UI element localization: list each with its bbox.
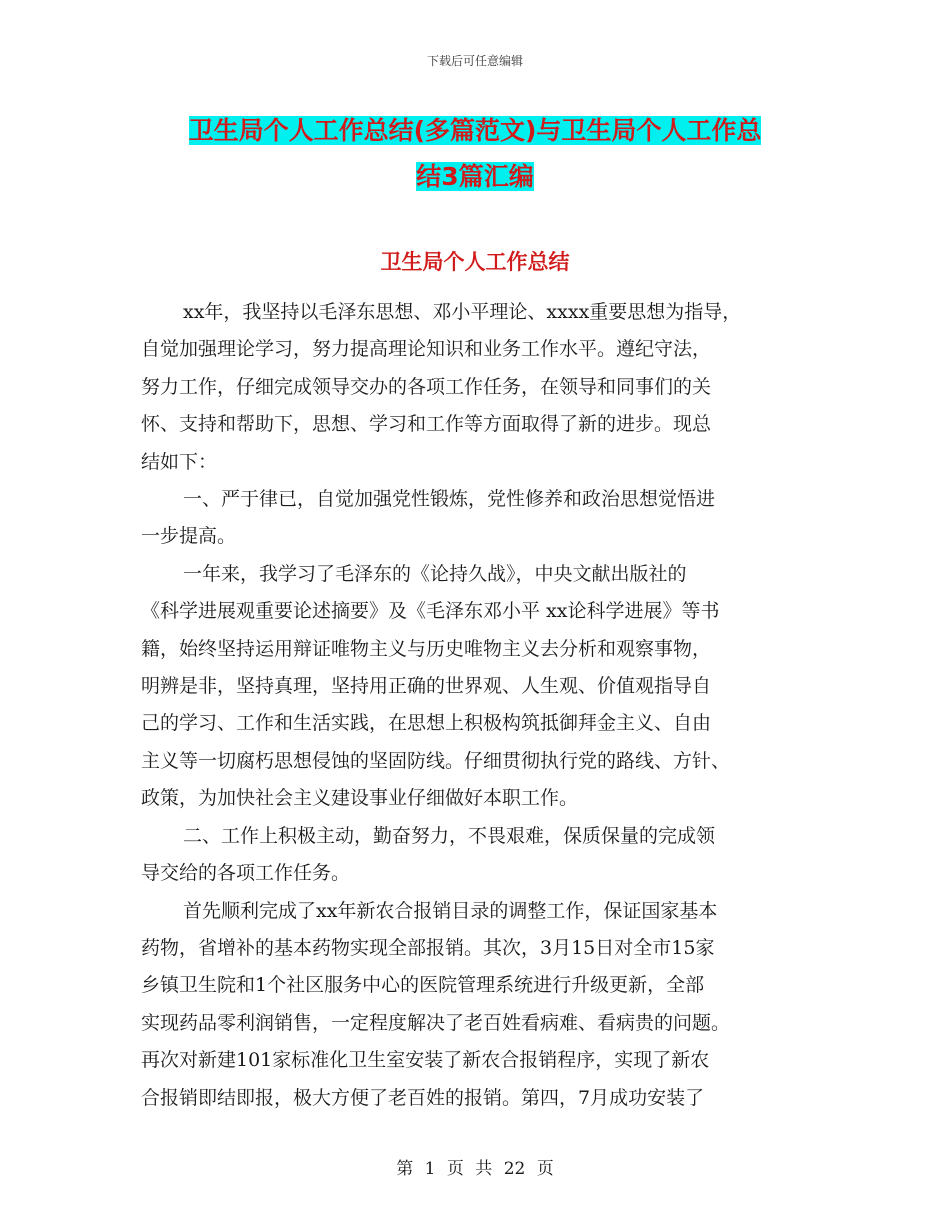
paragraph-line: 一、严于律已，自觉加强党性锻炼，党性修养和政治思想觉悟进 — [183, 488, 716, 511]
paragraph-line: 合报销即结即报，极大方便了老百姓的报销。第四，7月成功安装了 — [141, 1086, 705, 1109]
paragraph-line: 政策，为加快社会主义建设事业仔细做好本职工作。 — [141, 787, 579, 810]
body-text — [141, 294, 819, 1117]
section-title: 卫生局个人工作总结 — [380, 250, 570, 274]
header-note: 下载后可任意编辑 — [426, 54, 523, 68]
paragraph-line: 实现药品零利润销售，一定程度解决了老百姓看病难、看病贵的问题。 — [141, 1011, 731, 1034]
paragraph-line: 乡镇卫生院和1个社区服务中心的医院管理系统进行升级更新，全部 — [141, 974, 705, 997]
paragraph-line: 导交给的各项工作任务。 — [141, 862, 351, 885]
paragraph-line: 一年来，我学习了毛泽东的《论持久战》，中央文献出版社的 — [183, 562, 687, 585]
paragraph-line: 一步提高。 — [141, 525, 237, 548]
title-line-1: 卫生局个人工作总结(多篇范文)与卫生局个人工作总 — [188, 116, 762, 145]
paragraph-line: 再次对新建101家标准化卫生室安装了新农合报销程序，实现了新农 — [141, 1049, 710, 1072]
paragraph-line: 籍，始终坚持运用辩证唯物主义与历史唯物主义去分析和观察事物， — [141, 637, 712, 660]
paragraph-line: 药物，省增补的基本药物实现全部报销。其次，3月15日对全市15家 — [141, 936, 715, 959]
paragraph-line: 二、工作上积极主动，勤奋努力，不畏艰难，保质保量的完成领 — [183, 824, 716, 847]
paragraph-line: 自觉加强理论学习，努力提高理论知识和业务工作水平。遵纪守法， — [141, 338, 712, 361]
paragraph-line: 怀、支持和帮助下，思想、学习和工作等方面取得了新的进步。现总 — [141, 413, 712, 436]
paragraph-line: 己的学习、工作和生活实践，在思想上积极构筑抵御拜金主义、自由 — [141, 712, 712, 735]
paragraph-line: 主义等一切腐朽思想侵蚀的坚固防线。仔细贯彻执行党的路线、方针、 — [141, 749, 731, 772]
paragraph-line: 努力工作，仔细完成领导交办的各项工作任务，在领导和同事们的关 — [141, 375, 712, 398]
paragraph-line: 结如下： — [141, 450, 218, 473]
page-footer: 第 1 页 共 22 页 — [396, 1159, 554, 1179]
paragraph-line: 首先顺利完成了xx年新农合报销目录的调整工作，保证国家基本 — [183, 899, 718, 922]
title-line-2: 结3篇汇编 — [416, 162, 534, 191]
paragraph-line: xx年，我坚持以毛泽东思想、邓小平理论、xxxx重要思想为指导， — [183, 301, 742, 323]
paragraph-line: 明辨是非，坚持真理，坚持用正确的世界观、人生观、价值观指导自 — [141, 675, 712, 698]
document-title — [0, 108, 950, 200]
paragraph-line: 《科学进展观重要论述摘要》及《毛泽东邓小平 xx论科学进展》等书 — [141, 600, 720, 623]
